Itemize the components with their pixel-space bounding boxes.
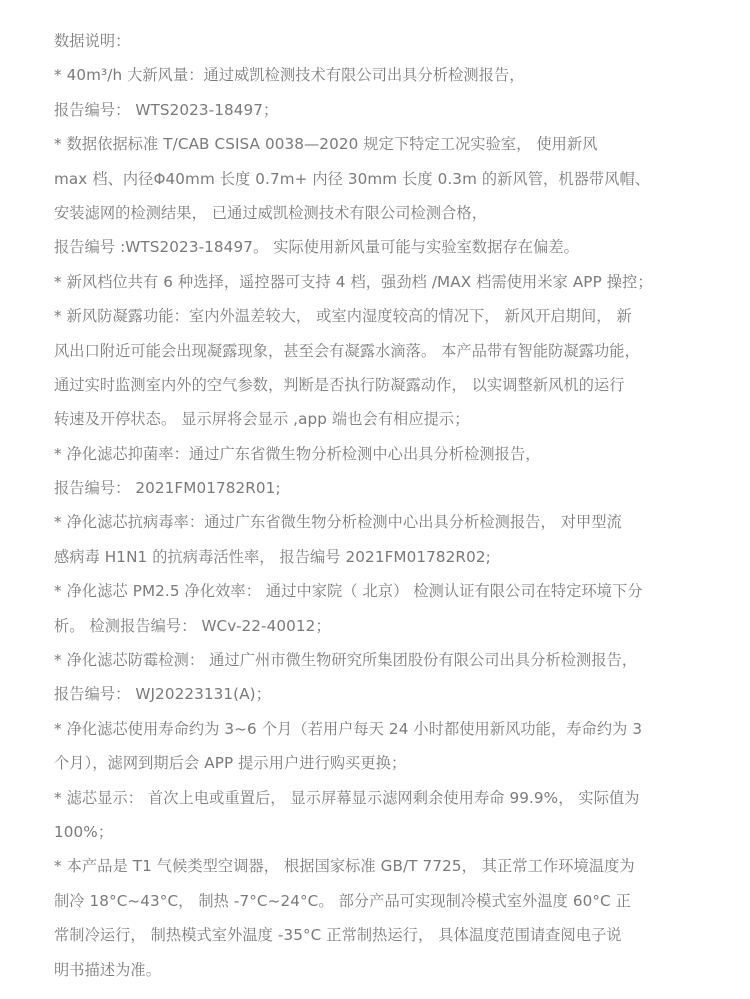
note-line: * 净化滤芯 PM2.5 净化效率： 通过中家院（ 北京） 检测认证有限公司在特定环境下分: [54, 582, 643, 601]
note-line: 报告编号： WJ20223131(A)；: [54, 685, 271, 704]
section-heading: 数据说明：: [54, 32, 131, 50]
note-line: 明书描述为准。: [54, 960, 162, 979]
note-line: * 净化滤芯抑菌率：通过广东省微生物分析检测中心出具分析检测报告，: [54, 444, 541, 463]
note-line: 安装滤网的检测结果， 已通过威凯检测技术有限公司检测合格，: [54, 203, 487, 222]
note-line: * 净化滤芯抗病毒率：通过广东省微生物分析检测中心出具分析检测报告， 对甲型流: [54, 513, 622, 532]
data-notes-document: [54, 24, 704, 987]
note-line: 制冷 18°C~43°C， 制热 -7°C~24°C。 部分产品可实现制冷模式室外温度 60°C 正: [54, 891, 631, 910]
note-line: * 新风档位共有 6 种选择，遥控器可支持 4 档，强劲档 /MAX 档需使用米家 APP 操控；: [54, 272, 653, 291]
note-line: 报告编号 :WTS2023-18497。 实际使用新风量可能与实验室数据存在偏差。: [54, 238, 579, 257]
note-line: 个月），滤网到期后会 APP 提示用户进行购买更换；: [54, 754, 407, 773]
note-line: 转速及开停状态。 显示屏将会显示 ,app 端也会有相应提示；: [54, 410, 470, 429]
note-line: * 净化滤芯防霉检测： 通过广州市微生物研究所集团股份有限公司出具分析检测报告，: [54, 651, 638, 670]
note-line: 析。 检测报告编号： WCv-22-40012；: [54, 616, 331, 635]
note-line: 报告编号： 2021FM01782R01;: [54, 479, 281, 498]
note-line: 100%；: [54, 822, 114, 841]
note-line: 通过实时监测室内外的空气参数，判断是否执行防凝露动作， 以实调整新风机的运行: [54, 375, 625, 394]
note-line: 感病毒 H1N1 的抗病毒活性率， 报告编号 2021FM01782R02;: [54, 547, 491, 566]
note-line: * 数据依据标准 T/CAB CSISA 0038—2020 规定下特定工况实验室， 使用新风: [54, 135, 598, 154]
note-line: 常制冷运行， 制热模式室外温度 -35°C 正常制热运行， 具体温度范围请查阅电子说: [54, 926, 622, 945]
note-line: * 新风防凝露功能：室内外温差较大， 或室内湿度较高的情况下， 新风开启期间， 新: [54, 307, 632, 326]
note-line: max 档、内径Φ40mm 长度 0.7m+ 内径 30mm 长度 0.3m 的新风管，机器带风帽、: [54, 169, 651, 188]
note-line: * 滤芯显示： 首次上电或重置后， 显示屏幕显示滤网剩余使用寿命 99.9%， 实际值为: [54, 788, 640, 807]
note-line: * 净化滤芯使用寿命约为 3~6 个月（若用户每天 24 小时都使用新风功能，寿命约为 3: [54, 719, 643, 738]
note-line: 报告编号： WTS2023-18497；: [54, 100, 279, 119]
note-line: 风出口附近可能会出现凝露现象，甚至会有凝露水滴落。 本产品带有智能防凝露功能，: [54, 341, 640, 360]
note-line: * 40m³/h 大新风量：通过威凯检测技术有限公司出具分析检测报告，: [54, 66, 525, 85]
note-line: * 本产品是 T1 气候类型空调器， 根据国家标准 GB/T 7725， 其正常工作环境温度为: [54, 857, 635, 876]
